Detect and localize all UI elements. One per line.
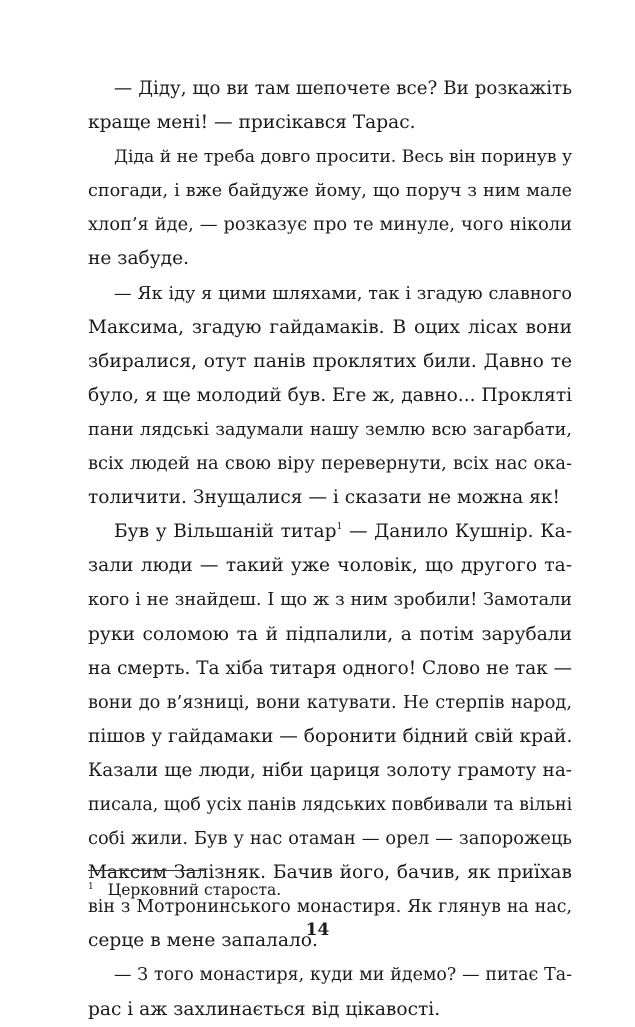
text-line: всіх людей на свою віру перевернути, всіх нас ока- [88,453,572,475]
text-line: Діда й не треба довго просити. Весь він поринув у [114,147,573,168]
footnote-reference: 1 [336,522,343,533]
text-line: — З того монастиря, куди ми йдемо? — питає Та- [114,965,572,986]
footnote-divider [88,870,204,871]
text-line: спогади, і вже байдуже йому, що поруч з ним мале [88,181,572,202]
text-line: толичити. Знущалися — і сказати не можна як! [88,487,560,509]
text-fragment: Був у Вільшаній титар [114,521,337,543]
text-line: вони до в’язниці, вони катувати. Не стерпів народ, [88,691,572,713]
text-line: було, я ще молодий був. Еге ж, давно... Прокляті [88,384,573,406]
text-line: краще мені! — присікався Тарас. [88,112,416,134]
text-line: пішов у гайдамаки — боронити бідний свій край. [88,725,573,747]
text-line: Максим Залізняк. Бачив його, бачив, як приїхав [88,862,572,884]
text-line [88,515,572,549]
paragraph-1 [88,72,572,140]
paragraph-3 [88,277,572,516]
footnote [88,876,281,901]
text-line: собі жили. Був у нас отаман — орел — запорожець [88,828,572,850]
footnote-number: 1 [88,882,94,892]
text-line: зали люди — такий уже чоловік, що другого та- [88,555,572,577]
text-line: кого і не знайдеш. І що ж з ним зробили! Замотали [88,590,572,611]
paragraph-5 [88,958,572,1026]
text-line: на смерть. Та хіба титаря одного! Слово не так — [88,657,572,679]
text-line: Казали ще люди, ніби цариця золоту грамоту на- [88,759,572,781]
paragraph-2 [88,140,572,276]
text-line: писала, щоб усіх панів лядських повбивали та вільні [88,794,573,815]
text-line: пани лядські задумали нашу землю всю загарбати, [88,419,572,440]
text-line: — Як іду я цими шляхами, так і згадую славного [114,283,572,304]
text-line: збиралися, отут панів проклятих били. Давно те [88,350,572,372]
text-line: Максима, згадую гайдамаків. В оцих лісах вони [88,316,572,338]
text-line: руки соломою та й підпалили, а потім зарубали [88,623,572,645]
text-fragment: — Данило Кушнір. Ка- [342,521,572,543]
text-line: не забуде. [88,248,190,270]
text-line: хлоп’я йде, — розказує про те минуле, чого ніколи [88,214,572,236]
text-line: рас і аж захлинається від цікавості. [88,998,441,1020]
text-line: — Діду, що ви там шепочете все? Ви розкажіть [114,78,572,99]
text-line: він з Мотронинського монастиря. Як глянув на нас, [88,897,572,918]
text-line: серце в мене запалало. [88,930,318,952]
footnote-text: Церковний староста. [107,881,282,899]
page-number: 14 [305,920,330,940]
